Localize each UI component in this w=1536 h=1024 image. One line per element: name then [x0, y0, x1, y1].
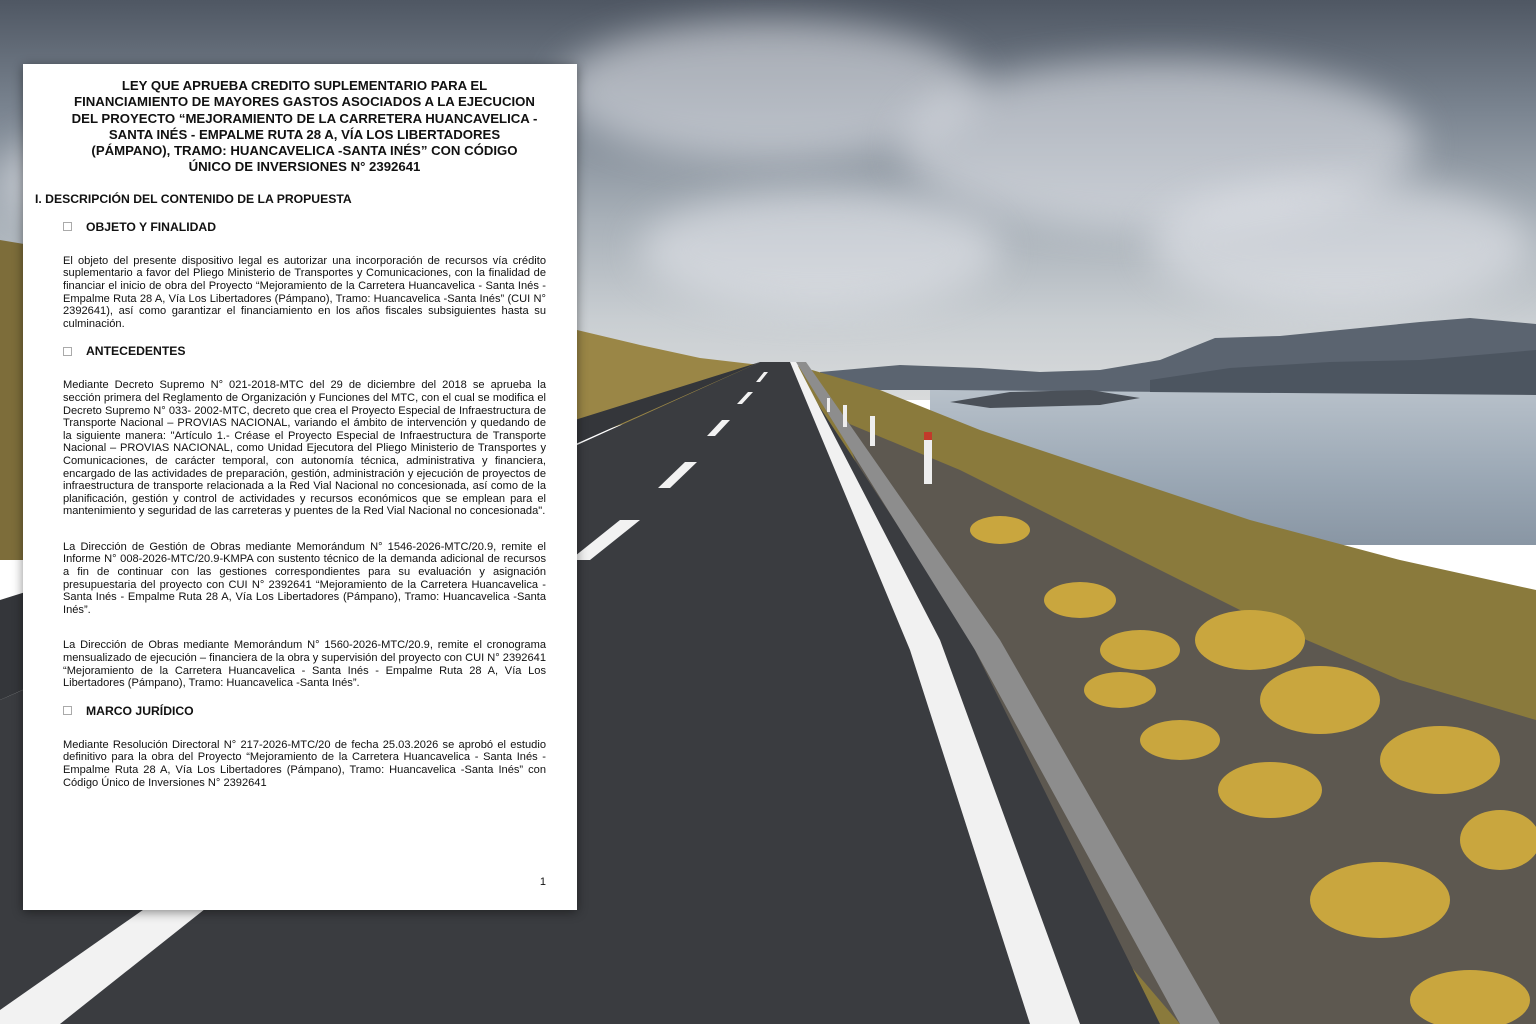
bullet-box-icon	[63, 706, 72, 715]
marco-heading-text: MARCO JURÍDICO	[86, 703, 194, 718]
antecedentes-paragraph-1: Mediante Decreto Supremo N° 021-2018-MTC del 29 de diciembre del 2018 se aprueba la sección primera del Reglamento de Organización y Funciones del MTC, con el cual se modifica el Decreto Supremo N° 033- 2002-MTC, decreto que crea el Proyecto Especial de Infraestructura de Transporte Nacional – PROVIAS NACIONAL, variando el ámbito de intervención y quedando de la siguiente manera: "Artículo 1.- Créase el Proyecto Especial de Infraestructura de Transporte Nacional – PROVIAS NACIONAL, como Unidad Ejecutora del Pliego Ministerio de Transportes y Comunicaciones, de carácter temporal, con autonomía técnica, administrativa y financiera, encargado de las actividades de preparación, gestión, administración y ejecución de proyectos de infraestructura de transporte relacionada a la Red Vial Nacional no concesionada, así como de la planificación, gestión y control de actividades y recursos económicos que se emplean para el mantenimiento y seguridad de las carreteras y puentes de la Red Vial Nacional no concesionada".	[63, 379, 546, 518]
lake-island	[950, 390, 1140, 408]
marco-paragraph: Mediante Resolución Directoral N° 217-2026-MTC/20 de fecha 25.03.2026 se aprobó el estudio definitivo para la obra del Proyecto “Mejoramiento de la Carretera Huancavelica - Santa Inés - Empalme Ruta 28 A, Vía Los Libertadores (Pámpano), Tramo: Huancavelica -Santa Inés” con Código Único de Inversiones N° 2392641	[63, 738, 546, 789]
antecedentes-paragraph-2: La Dirección de Gestión de Obras mediante Memorándum N° 1546-2026-MTC/20.9, remite el Informe N° 008-2026-MTC/20.9-KMPA con sustento técnico de la demanda adicional de recursos a fin de continuar con las gestiones correspondientes para su evaluación y asignación presupuestaria del proyecto con CUI N° 2392641 “Mejoramiento de la Carretera Huancavelica - Santa Inés - Empalme Ruta 28 A, Vía Los Libertadores (Pámpano), Tramo: Huancavelica -Santa Inés”.	[63, 540, 546, 616]
antecedentes-paragraph-3: La Dirección de Obras mediante Memorándum N° 1560-2026-MTC/20.9, remite el cronograma mensualizado de ejecución – financiera de la obra y supervisión del proyecto con CUI N° 2392641 “Mejoramiento de la Carretera Huancavelica - Santa Inés - Empalme Ruta 28 A, Vía Los Libertadores (Pámpano), Tramo: Huancavelica -Santa Inés”.	[63, 639, 546, 690]
document-title: LEY QUE APRUEBA CREDITO SUPLEMENTARIO PARA EL FINANCIAMIENTO DE MAYORES GASTOS ASOCIADOS A LA EJECUCION DEL PROYECTO “MEJORAMIENTO DE LA CARRETERA HUANCAVELICA - SANTA INÉS - EMPALME RUTA 28 A, VÍA LOS LIBERTADORES (PÁMPANO), TRAMO: HUANCAVELICA -SANTA INÉS” CON CÓDIGO ÚNICO DE INVERSIONES N° 2392641	[71, 78, 538, 175]
objeto-paragraph: El objeto del presente dispositivo legal es autorizar una incorporación de recursos vía crédito suplementario a favor del Pliego Ministerio de Transportes y Comunicaciones, con la finalidad de financiar el inicio de obra del Proyecto “Mejoramiento de la Carretera Huancavelica - Santa Inés - Empalme Ruta 28 A, Vía Los Libertadores (Pámpano), Tramo: Huancavelica -Santa Inés” (CUI N° 2392641), así como garantizar el financiamiento en los años fiscales subsiguientes hasta su culminación.	[63, 254, 546, 330]
marco-heading	[63, 704, 546, 718]
page-number: 1	[539, 876, 546, 888]
objeto-heading	[63, 220, 546, 234]
document-page	[23, 64, 577, 910]
bullet-box-icon	[63, 222, 72, 231]
bullet-box-icon	[63, 347, 72, 356]
antecedentes-heading	[63, 344, 546, 358]
antecedentes-heading-text: ANTECEDENTES	[86, 344, 186, 359]
objeto-heading-text: OBJETO Y FINALIDAD	[86, 219, 217, 234]
section-heading: I. DESCRIPCIÓN DEL CONTENIDO DE LA PROPUESTA	[35, 191, 352, 206]
